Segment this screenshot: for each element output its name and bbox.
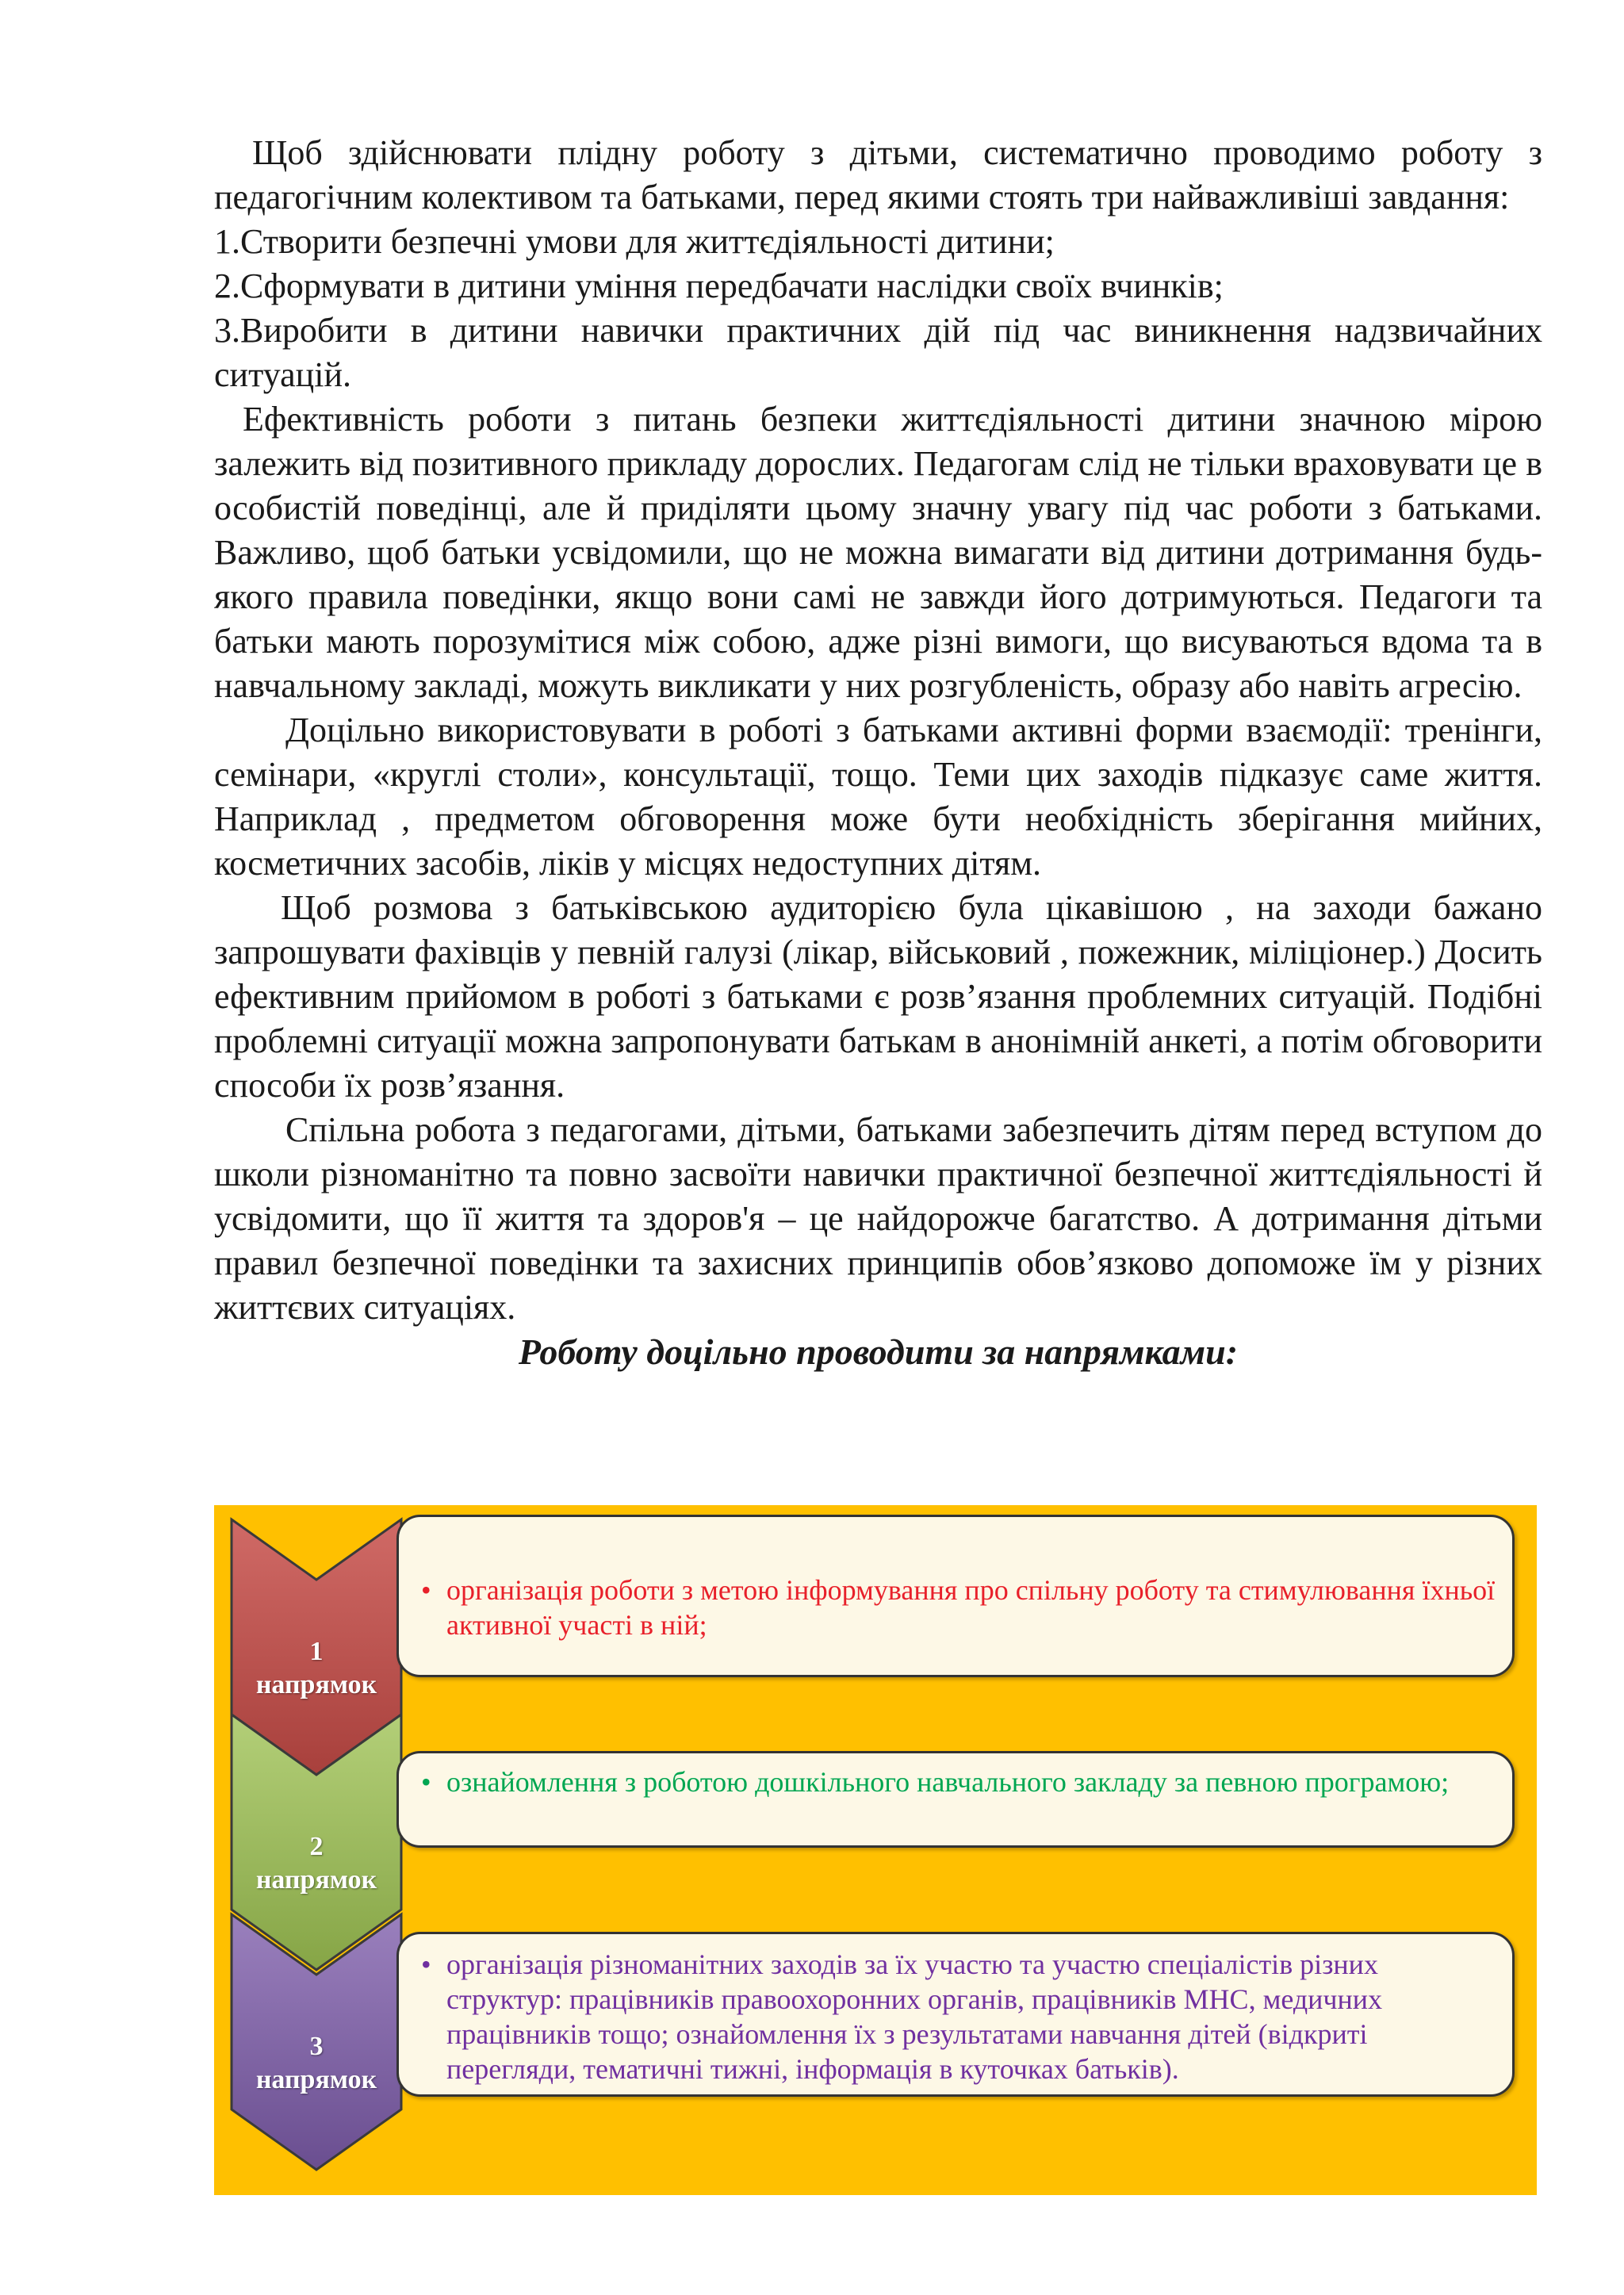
direction-1-text: організація роботи з метою інформування про спільну роботу та стимулювання їхньої активної участі в ній;: [446, 1574, 1496, 1641]
direction-3-number: 3: [309, 2032, 324, 2061]
direction-1-item: [419, 1573, 1496, 1642]
direction-3-text: організація різноманітних заходів за їх участю та участю спеціалістів різних структур: працівників правоохоронних органів, працівників МНС, медичних працівників тощо; ознайомлення їх з результатами навчання дітей (відкриті перегляди, тематичні тижні, інформація в куточках батьків).: [446, 1948, 1383, 2085]
direction-2-label: напрямок: [255, 1865, 377, 1895]
direction-3-box: [396, 1932, 1515, 2097]
bullet-icon: •: [421, 1766, 431, 1798]
diagram-heading: Роботу доцільно проводити за напрямками:: [518, 1331, 1239, 1372]
direction-2-box: [396, 1751, 1515, 1848]
paragraph-conversation: Щоб розмова з батьківською аудиторією була цікавішою , на заходи бажано запрошувати фахівців у певній галузі (лікар, військовий , пожежник, міліціонер.) Досить ефективним прийомом в роботі з батьками є розв’язання проблемних ситуацій. Подібні проблемні ситуації можна запропонувати батькам в анонімній анкеті, а потім обговорити способи їх розв’язання.: [214, 888, 1542, 1105]
direction-2-text: ознайомлення з роботою дошкільного навчального закладу за певною програмою;: [446, 1766, 1450, 1798]
bullet-icon: •: [421, 1948, 431, 1980]
direction-3-label: напрямок: [255, 2065, 377, 2094]
direction-1-number: 1: [309, 1637, 324, 1666]
document-body: [214, 131, 1542, 1374]
task-item-1: 1.Створити безпечні умови для життєдіяльності дитини;: [214, 222, 1055, 261]
paragraph-joint-work: Спільна робота з педагогами, дітьми, батьками забезпечить дітям перед вступом до школи різноманітно та повно засвоїти навички практичної безпечної життєдіяльності й усвідомити, що її життя та здоров'я – це найдорожче багатство. А дотримання дітьми правил безпечної поведінки та захисних принципів обов’язково допоможе їм у різних життєвих ситуаціях.: [214, 1110, 1542, 1327]
direction-1-label: напрямок: [255, 1670, 377, 1699]
paragraph-active-forms: Доцільно використовувати в роботі з батьками активні форми взаємодії: тренінги, семінари, «круглі столи», консультації, тощо. Теми цих заходів підказує саме життя. Наприклад , предметом обговорення може бути необхідність зберігання мийних, косметичних засобів, ліків у місцях недоступних дітям.: [214, 711, 1542, 883]
task-item-2: 2.Сформувати в дитини уміння передбачати наслідки своїх вчинків;: [214, 266, 1224, 305]
paragraph-effectiveness: Ефективність роботи з питань безпеки життєдіяльності дитини значною мірою залежить від позитивного прикладу дорослих. Педагогам слід не тільки враховувати це в особистій поведінці, але й приділяти цьому значну увагу під час роботи з батьками. Важливо, щоб батьки усвідомили, що не можна вимагати від дитини дотримання будь-якого правила поведінки, якщо вони самі не завжди його дотримуються. Педагоги та батьки мають порозумітися між собою, адже різні вимоги, що висуваються вдома та в навчальному закладі, можуть викликати у них розгубленість, образу або навіть агресію.: [214, 400, 1542, 705]
direction-3-chevron: [228, 1911, 404, 2173]
task-item-3: 3.Виробити в дитини навички практичних дій під час виникнення надзвичайних ситуацій.: [214, 311, 1542, 394]
direction-3-item: [419, 1947, 1496, 2086]
bullet-icon: •: [421, 1574, 431, 1606]
direction-2-number: 2: [309, 1832, 324, 1861]
paragraph-intro: Щоб здійснювати плідну роботу з дітьми, систематично проводимо роботу з педагогічним колективом та батьками, перед якими стоять три найважливіші завдання:: [214, 133, 1542, 216]
direction-1-box: [396, 1515, 1515, 1677]
directions-diagram: [214, 1505, 1537, 2195]
direction-2-item: [419, 1764, 1496, 1799]
